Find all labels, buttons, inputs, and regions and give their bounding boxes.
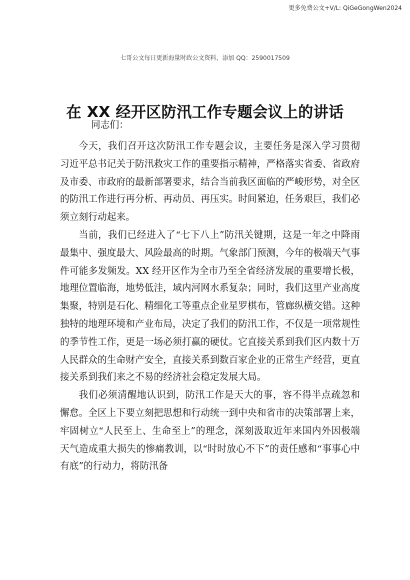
- document-body: [60, 138, 360, 476]
- paragraph: 今天，我们召开这次防汛工作专题会议，主要任务是深入学习贯彻习近平总书记关于防汛救灾工作的重要指示精神，严格落实省委、省政府及市委、市政府的最新部署要求，结合当前我区面临的严峻形势，对全区的防汛工作进行再分析、再动员、再压实。时间紧迫，任务艰巨，我们必须立刻行动起来。: [60, 141, 361, 224]
- paragraph: 当前，我们已经进入了“七下八上”防汛关键期，这是一年之中降雨最集中、强度最大、风险最高的时期。气象部门预测，今年的极端天气事件可能多发频发。XX 经开区作为全市乃至全省经济发展的重要增长极，地理位置临海，地势低洼，域内河网水系复杂；同时，我们这里产业高度集聚，特别是石化、精细化工等重点企业星罗棋布，管廊纵横交错。这种独特的地理环境和产业布局，决定了我们的防汛工作，不仅是一项常规性的季节性工作，更是一场必须打赢的硬仗。它直接关系到我们区内数十万人民群众的生命财产安全，直接关系到数百家企业的正常生产经营，更直接关系到我们来之不易的经济社会稳定发展大局。: [60, 229, 361, 384]
- document-title: 在 XX 经开区防汛工作专题会议上的讲话: [66, 103, 344, 121]
- paragraph: 我们必须清醒地认识到，防汛工作是天大的事，容不得半点疏忽和懈怠。全区上下要立刻把思想和行动统一到中央和省市的决策部署上来，牢固树立“人民至上、生命至上”的理念，深刻汲取近年来国内外因极端天气造成重大损失的惨痛教训，以“时时放心不下”的责任感和“事事心中有底”的行动力，将防汛备: [60, 390, 361, 473]
- greeting: 同志们：: [91, 120, 129, 131]
- header-note: 七哥公文每日更新海量时政公文资料，添加 QQ：2590017509: [120, 55, 290, 62]
- top-right-note: 更多免费公文+V/L: QiGeGongWen2024: [288, 5, 402, 12]
